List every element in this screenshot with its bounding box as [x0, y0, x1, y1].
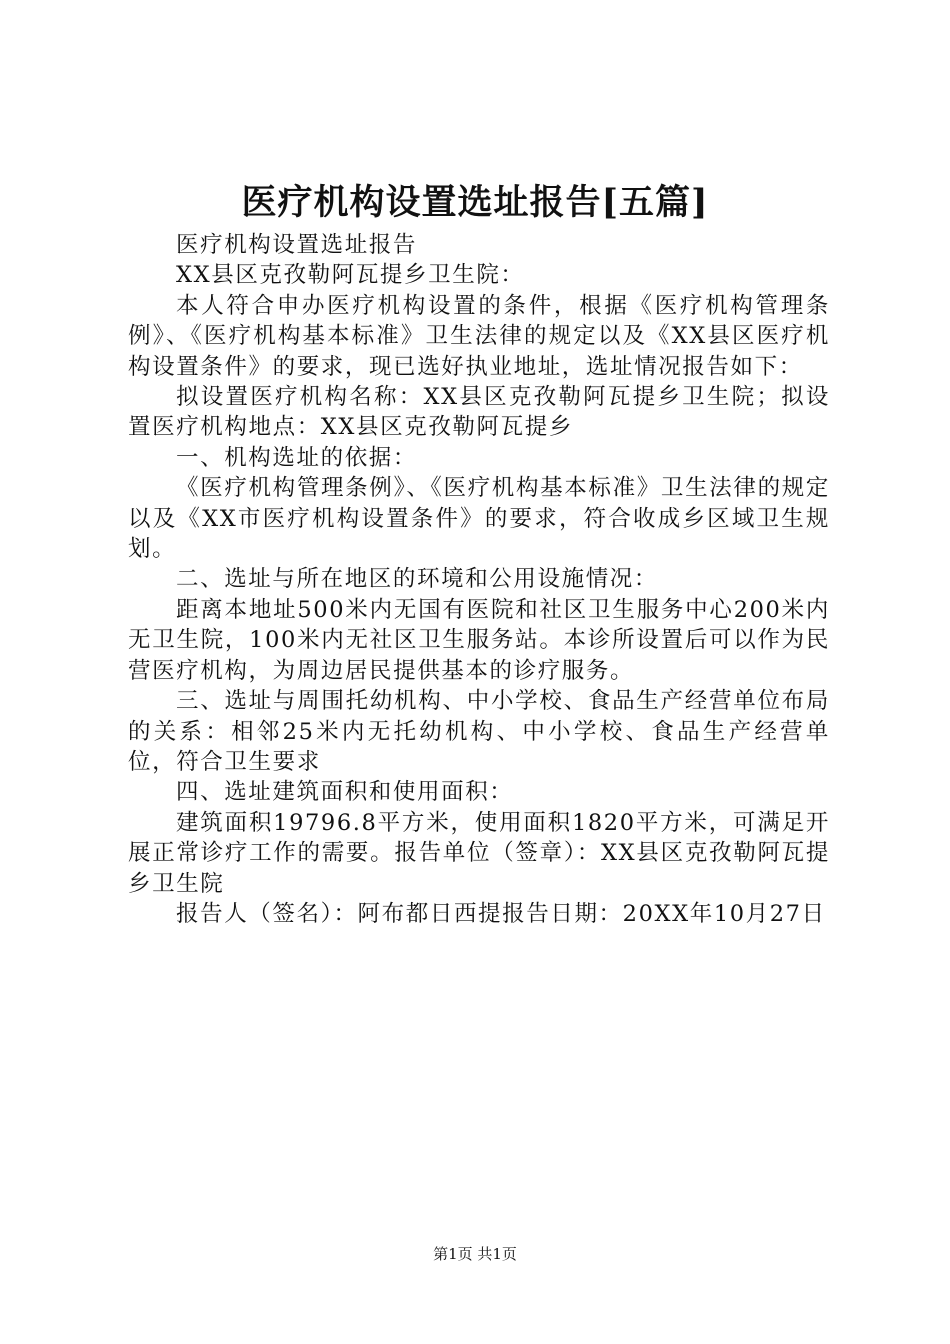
paragraph-environment: 距离本地址500米内无国有医院和社区卫生服务中心200米内无卫生院，100米内无社区卫生服务站。本诊所设置后可以作为民营医疗机构，为周边居民提供基本的诊疗服务。 [128, 596, 830, 684]
paragraph-area: 建筑面积19796.8平方米，使用面积1820平方米，可满足开展正常诊疗工作的需要。报告单位（签章）：XX县区克孜勒阿瓦提乡卫生院 [128, 809, 830, 897]
paragraph-subtitle: 医疗机构设置选址报告 [176, 232, 418, 258]
page-number-footer: 第1页 共1页 [433, 1245, 517, 1263]
section-heading-1: 一、机构选址的依据： [176, 444, 418, 471]
document-body [128, 230, 830, 929]
paragraph-basis: 《医疗机构管理条例》、《医疗机构基本标准》卫生法律的规定以及《XX市医疗机构设置条件》的要求，符合收成乡区域卫生规划。 [128, 475, 830, 563]
paragraph-signature: 报告人（签名）：阿布都日西提报告日期：20XX年10月27日 [176, 900, 826, 927]
section-heading-4: 四、选址建筑面积和使用面积： [176, 779, 514, 806]
paragraph-intro: 本人符合申办医疗机构设置的条件，根据《医疗机构管理条例》、《医疗机构基本标准》卫生法律的规定以及《XX县区医疗机构设置条件》的要求，现已选好执业地址，选址情况报告如下： [128, 292, 830, 380]
paragraph-proposed-institution: 拟设置医疗机构名称：XX县区克孜勒阿瓦提乡卫生院；拟设置医疗机构地点：XX县区克孜勒阿瓦提乡 [128, 384, 830, 441]
document-title: 医疗机构设置选址报告[五篇] [241, 182, 709, 223]
paragraph-surroundings: 三、选址与周围托幼机构、中小学校、食品生产经营单位布局的关系：相邻25米内无托幼机构、中小学校、食品生产经营单位，符合卫生要求 [128, 688, 830, 775]
paragraph-addressee: XX县区克孜勒阿瓦提乡卫生院： [176, 262, 525, 289]
section-heading-2: 二、选址与所在地区的环境和公用设施情况： [176, 566, 659, 593]
